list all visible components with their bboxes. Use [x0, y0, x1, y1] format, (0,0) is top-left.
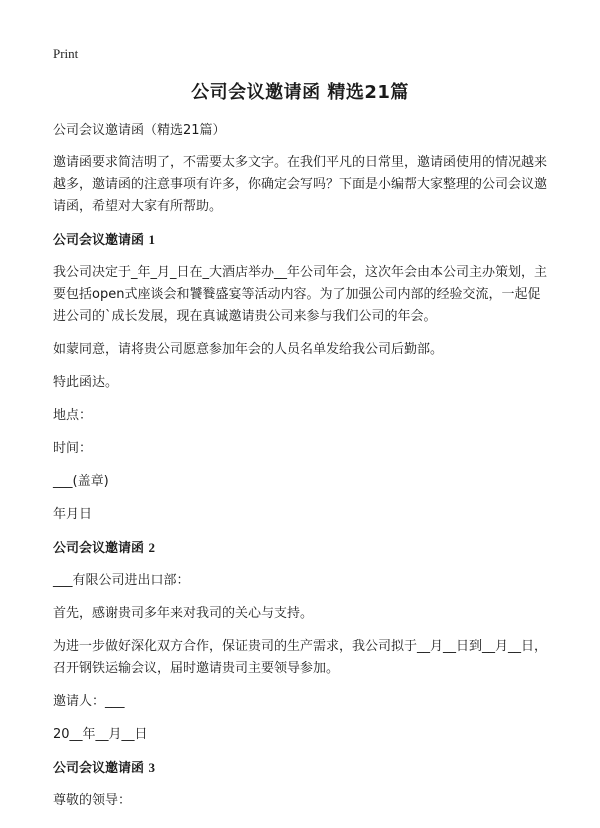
section-heading-text: 公司会议邀请函 — [53, 761, 145, 776]
paragraph: 首先，感谢贵司多年来对我司的关心与支持。 — [53, 606, 314, 621]
section-1 — [53, 229, 553, 526]
print-link[interactable]: Print — [53, 46, 79, 61]
intro-paragraph: 邀请函要求简洁明了，不需要太多文字。在我们平凡的日常里，邀请函使用的情况越来越多，邀请函的注意事项有许多，你确定会写吗？下面是小编帮大家整理的公司会议邀请函，希望对大家有所帮助。 — [53, 155, 548, 214]
section-heading — [53, 537, 553, 560]
date-line: 20__年__月__日 — [53, 727, 148, 742]
date-line: 年月日 — [53, 507, 93, 522]
time-label: 时间： — [53, 441, 93, 456]
section-number: 3 — [148, 760, 156, 775]
location-label: 地点： — [53, 408, 93, 423]
paragraph: 我公司决定于_年_月_日在_大酒店举办__年公司年会，这次年会由本公司主办策划，主要包括open式座谈会和饕餮盛宴等活动内容。为了加强公司内部的经验交流，一起促进公司的`成长发展，现在真诚邀请贵公司来参与我们公司的年会。 — [53, 265, 548, 324]
section-number: 2 — [148, 540, 156, 555]
section-number: 1 — [148, 232, 156, 247]
section-heading — [53, 757, 553, 780]
section-heading — [53, 229, 553, 252]
inviter-line: 邀请人：___ — [53, 694, 125, 709]
document-body — [53, 120, 553, 823]
paragraph: 特此函达。 — [53, 375, 119, 390]
section-heading-text: 公司会议邀请函 — [53, 233, 145, 248]
paragraph: 为进一步做好深化双方合作，保证贵司的生产需求，我公司拟于__月__日到__月__日，召开钢铁运输会议，届时邀请贵司主要领导参加。 — [53, 639, 548, 676]
section-2 — [53, 537, 553, 746]
salutation-line: 尊敬的领导： — [53, 793, 132, 808]
recipient-line: ___有限公司进出口部： — [53, 573, 190, 588]
section-heading-text: 公司会议邀请函 — [53, 541, 145, 556]
section-3 — [53, 757, 553, 812]
page-title: 公司会议邀请函 精选21篇 — [191, 82, 409, 103]
document-subtitle: 公司会议邀请函（精选21篇） — [53, 123, 226, 138]
seal-line: ___(盖章) — [53, 474, 109, 489]
paragraph: 如蒙同意，请将贵公司愿意参加年会的人员名单发给我公司后勤部。 — [53, 342, 444, 357]
